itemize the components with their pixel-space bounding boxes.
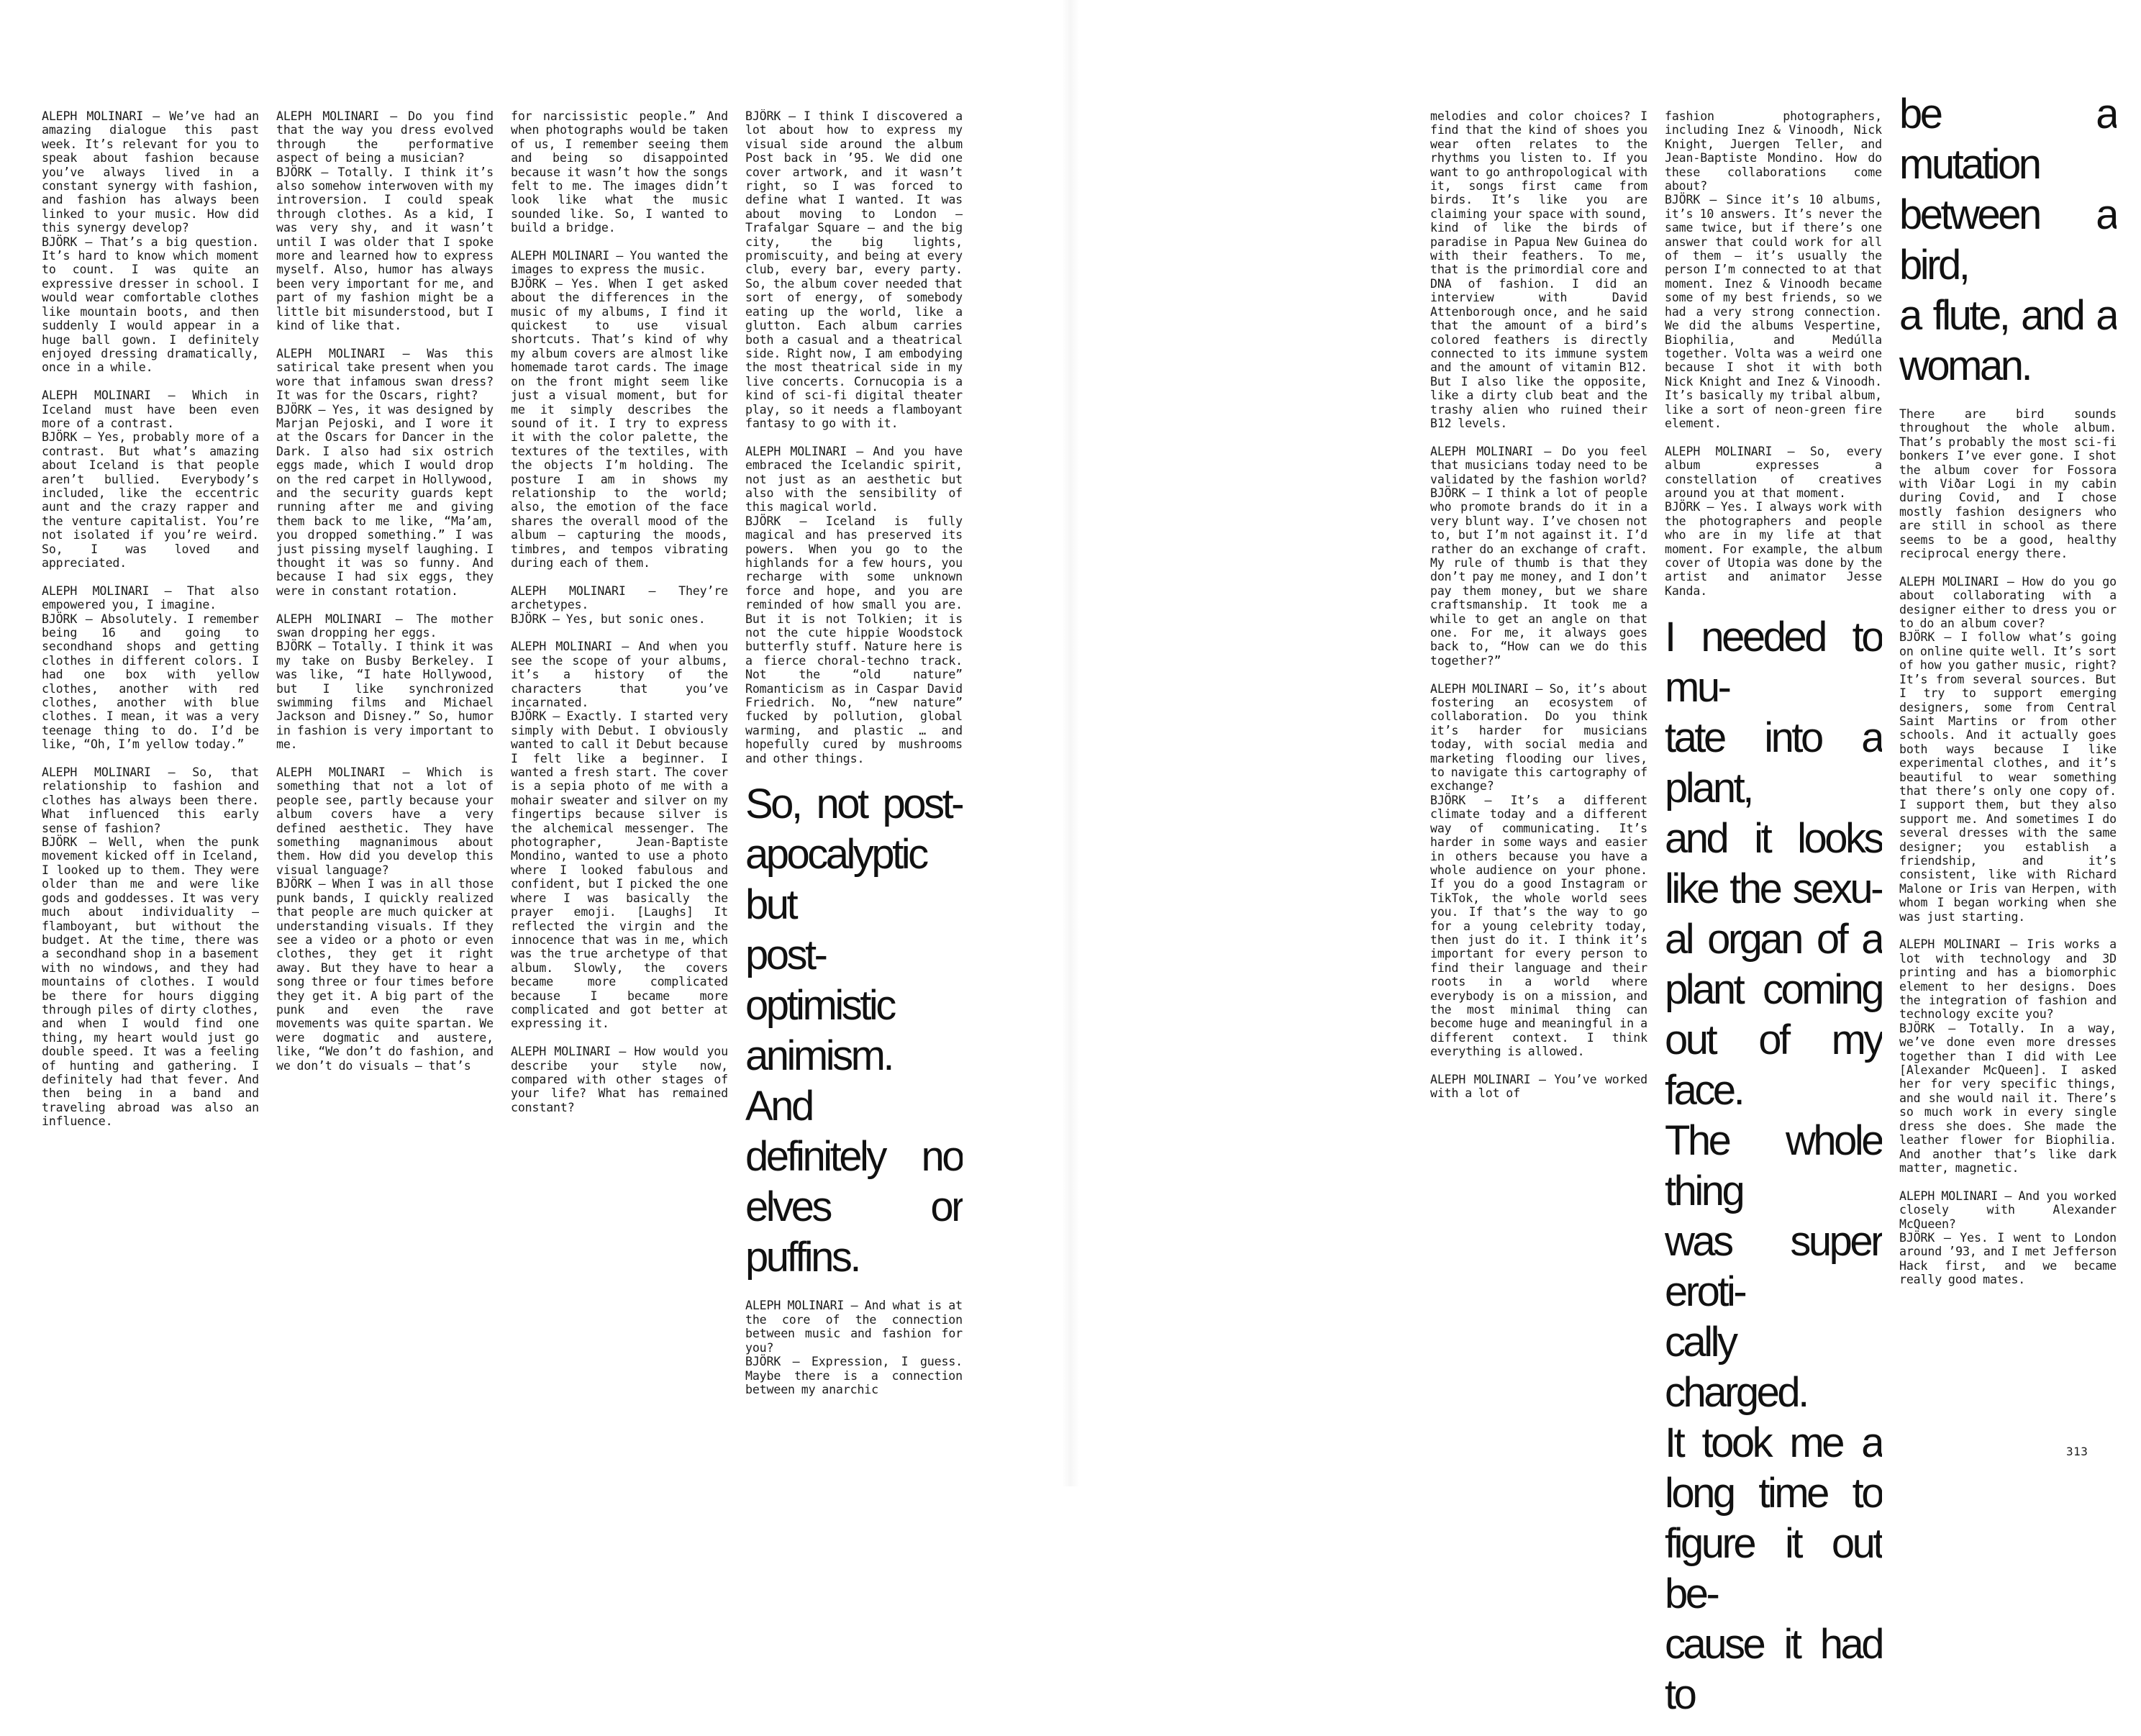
interview-paragraph: ALEPH MOLINARI — Which is something that not a lot of people see, partly because your album covers have a very defined aesthetic. They have something magnanimous about them. How did you develop this visual language? BJÖRK — When I was in all those punk bands, I quickly realized that people are much quicker at understanding visuals. If they see a video or a photo or even clothes, they get it right away. But they have to hear a song three or four times before they get it. A big part of the punk and even the rave movements was quite spartan. We were dogmatic and austere, like, “We don’t do fashion, and we don’t do visuals — that’s [276, 765, 494, 1073]
interview-paragraph: ALEPH MOLINARI — And when you see the scope of your albums, it’s a history of the characters that you’ve incarnated. BJÖRK — Exactly. I started very simply with Debut. I obviously wanted to call it Debut because I felt like a beginner. I wanted a fresh start. The cover is a sepia photo of me with a mohair sweater and silver on my fingertips because silver is the alchemical messenger. The photographer, Jean-Baptiste Mondino, wanted to use a photo where I looked fabulous and confident, but I picked the one where I was basically the prayer emoji. [Laughs] It reflected the virgin and the innocence that was in me, which was the true archetype of that album. Slowly, the covers became more complicated because I became more complicated and got better at expressing it. [511, 640, 728, 1031]
pull-quote-line: apocalyptic but [745, 831, 927, 929]
pull-quote-line: So, not post- [745, 781, 963, 828]
interview-paragraph: ALEPH MOLINARI — They’re archetypes. BJÖRK — Yes, but sonic ones. [511, 583, 728, 626]
interview-paragraph: ALEPH MOLINARI — Iris works a lot with technology and 3D printing and has a biomorphic element to her designs. Does the integration of fashion and technology excite you? BJÖRK — Totally. In a way, we’ve done even more dresses together than I did with Lee [Alexander McQueen]. I asked her for very specific things, and she would nail it. There’s so much work in every single dress she does. She made the leather flower for Biophilia. And another that’s like dark matter, magnetic. [1899, 937, 2117, 1175]
interview-paragraph: ALEPH MOLINARI — You wanted the images to express the music. BJÖRK — Yes. When I get asked about the differences in the music of my albums, I find it quickest to use visual shortcuts. That’s kind of why my album covers are almost like homemade tarot cards. The image on the front might seem like just a visual moment, but for me it simply describes the sound of it. I try to express it with the color palette, the textures of the textiles, with the objects I’m holding. The posture I am in shows my relationship to the world; also, the emotion of the face shares the overall mood of the album — capturing the moods, timbres, and tempos vibrating during each of them. [511, 249, 728, 570]
pull-quote-line: between a bird, [1899, 191, 2117, 288]
pull-quote-line: It took me a [1665, 1419, 1882, 1466]
interview-paragraph: ALEPH MOLINARI — So, it’s about fostering an ecosystem of collaboration. Do you think it’s harder for musicians today, with social media and marketing flooding our lives, to navigate this cartography of exchange? BJÖRK — It’s a different climate today and a different way of communicating. It’s harder in some ways and easier in others because you have a whole audience on your phone. If you do a good Instagram or TikTok, the whole world sees you. If that’s the way to go for a young celebrity today, then just do it. I think it’s important for every person to find their language and their roots in a world where everybody is on a mission, and the most minimal thing can become huge and meaningful in a different context. I think everything is allowed. [1430, 681, 1647, 1059]
column-1 [42, 109, 259, 1142]
interview-paragraph: melodies and color choices? I find that the kind of shoes you wear often relates to the rhythms you listen to. If you want to go anthropological with it, songs first came from birds. It’s like you are claiming your space with sound, kind of like the birds of paradise in Papua New Guinea do with their feathers. To me, that is the primordial core and DNA of fashion. I did an interview with David Attenborough once, and he said that the amount of a bird’s colored feathers is directly connected to its immune system and the amount of vitamin B12. But I also like the opposite, like a dirty club beat and the trashy alien who ruined their B12 levels. [1430, 109, 1647, 430]
pull-quote-line: long time to [1665, 1469, 1882, 1517]
interview-paragraph: ALEPH MOLINARI — And you worked closely with Alexander McQueen? BJÖRK — Yes. I went to London around ’93, and I met Jefferson Hack first, and we became really good mates. [1899, 1189, 2117, 1287]
pull-quote-line: a flute, and a [1899, 292, 2117, 339]
column-5 [1430, 109, 1647, 1114]
interview-paragraph: ALEPH MOLINARI — We’ve had an amazing dialogue this past week. It’s relevant for you to speak about fashion because you’ve always lived in a constant synergy with fashion, and fashion has always been linked to your music. How did this synergy develop? BJÖRK — That’s a big question. It’s hard to know which moment to count. I was quite an expressive dresser in school. I would wear comfortable clothes like mountain boots, and then suddenly I would appear in a huge ball gown. I definitely enjoyed dressing dramatically, once in a while. [42, 109, 259, 375]
interview-paragraph: ALEPH MOLINARI — Which in Iceland must have been even more of a contrast. BJÖRK — Yes, probably more of a contrast. But what’s amazing about Iceland is that people aren’t bullied. Everybody’s included, like the eccentric aunt and the crazy rapper and the venture capitalist. You’re not isolated if you’re weird. So, I was loved and appreciated. [42, 388, 259, 570]
spine-gutter [1062, 0, 1079, 1486]
pull-quote [1665, 612, 1882, 1720]
interview-paragraph: There are bird sounds throughout the whole album. That’s probably the most sci-fi bonkers I’ve ever gone. I shot the album cover for Fossora with Viðar Logi in my cabin during Covid, and I chose mostly fashion designers who are still in school as there seems to be a good, healthy reciprocal energy there. [1899, 407, 2117, 561]
column-4 [745, 109, 963, 1411]
interview-paragraph: ALEPH MOLINARI — Do you find that the way you dress evolved through the performative aspect of being a musician? BJÖRK — Totally. I think it’s also somehow interwoven with my introversion. I could speak through clothes. As a kid, I was very shy, and it wasn’t until I was older that I spoke more and learned how to express myself. Also, humor has always been very important for me, and part of my fashion might be a little bit misunderstood, but I kind of like that. [276, 109, 494, 333]
pull-quote-line: definitely no [745, 1133, 963, 1181]
interview-paragraph: ALEPH MOLINARI — So, every album expresses a constellation of creatives around you at that moment. BJÖRK — Yes. I always work with the photographers and people who are in my life at that moment. For example, the album cover of Utopia was done by the artist and animator Jesse Kanda. [1665, 444, 1882, 598]
interview-paragraph: BJÖRK — I think I discovered a lot about how to express my visual side around the album Post back in ’95. We did one cover artwork, and it wasn’t right, so I was forced to define what I wanted. It was about moving to London — Trafalgar Square — and the big city, the big lights, promiscuity, and being at every club, every bar, every party. So, the album cover needed that sort of energy, of somebody eating up the world, like a glutton. Each album carries both a casual and a theatrical side. Right now, I am embodying the most theatrical side in my live concerts. Cornucopia is a kind of sci-fi digital theater play, so it needs a flamboyant fantasy to go with it. [745, 109, 963, 430]
pull-quote-line: figure it out be- [1665, 1519, 1882, 1617]
interview-paragraph: ALEPH MOLINARI — That also empowered you, I imagine. BJÖRK — Absolutely. I remember being 16 and going to secondhand shops and getting clothes in different colors. I had one box with yellow clothes, another with red clothes, another with blue clothes. I mean, it was a very teenage thing to do. I’d be like, “Oh, I’m yellow today.” [42, 583, 259, 752]
pull-quote-line: plant coming [1665, 965, 1882, 1013]
interview-paragraph: ALEPH MOLINARI — So, that relationship to fashion and clothes has always been there. What influenced this early sense of fashion? BJÖRK — Well, when the punk movement kicked off in Iceland, I looked up to them. They were older than me and were like gods and goddesses. It was very much about individuality — flamboyant, but without the budget. At the time, there was a secondhand shop in a basement with no windows, and they had mountains of clothes. I would be there for hours digging through piles of dirty clothes, and when I would find one thing, my heart would just go double speed. It was a feeling of hunting and gathering. I definitely had that fever. And then being in a band and traveling abroad was also an influence. [42, 765, 259, 1129]
interview-paragraph: ALEPH MOLINARI — Do you feel that musicians today need to be validated by the fashion world? BJÖRK — I think a lot of people who promote brands do it in a very blunt way. I’ve chosen not to, but I’m not against it. I’d rather do an exchange of craft. My rule of thumb is that they don’t pay me money, and I don’t pay them money, but we share craftsmanship. It took me a while to get an angle on that one. For me, it always goes back to, “How can we do this together?” [1430, 444, 1647, 668]
pull-quote-line: out of my face. [1665, 1016, 1882, 1114]
interview-paragraph: ALEPH MOLINARI — And you have embraced the Icelandic spirit, not just as an aesthetic but also with the sensibility of this magical world. BJÖRK — Iceland is fully magical and has preserved its powers. When you go to the highlands for a few hours, you recharge with some unknown force and hope, and you are reminded of how small you are. But it is not Tolkien; it is not the cute hippie Woodstock butterfly stuff. Nature here is a fierce choral-techno track. Not the “old nature” Romanticism as in Caspar David Friedrich. No, “new nature” fucked by pollution, global warming, and plastic … and hopefully cured by mushrooms and other things. [745, 444, 963, 765]
pull-quote-line: and it looks [1665, 814, 1882, 862]
pull-quote-line: al organ of a [1665, 915, 1882, 963]
interview-paragraph: ALEPH MOLINARI — The mother swan dropping her eggs. BJÖRK — Totally. I think it was my take on Busby Berkeley. I was like, “I hate Hollywood, but I like synchronized swimming films and Michael Jackson and Disney.” So, humor in fashion is very important to me. [276, 612, 494, 752]
interview-paragraph: fashion photographers, including Inez & Vinoodh, Nick Knight, Juergen Teller, and Jean-Baptiste Mondino. How do these collaborations come about? BJÖRK — Since it’s 10 albums, it’s 10 answers. It’s never the same twice, but if there’s one answer that could work for all of them — it’s usually the person I’m connected to at that moment. Inez & Vinoodh became some of my best friends, so we had a very strong connection. We did the albums Vespertine, Biophilia, and Medúlla together. Volta was a weird one because I shot it with both Nick Knight and Inez & Vinoodh. It’s basically my tribal album, like a sort of neon-green fire element. [1665, 109, 1882, 430]
column-2 [276, 109, 494, 1086]
page-number: 313 [2066, 1445, 2088, 1458]
interview-paragraph: ALEPH MOLINARI — How would you describe your style now, compared with other stages of your life? What has remained constant? [511, 1045, 728, 1114]
pull-quote-line: was super eroti- [1665, 1217, 1882, 1315]
pull-quote-line: post-optimistic [745, 932, 894, 1030]
pull-quote-line: woman. [1899, 342, 2031, 389]
pull-quote-line: The whole thing [1665, 1117, 1882, 1214]
interview-paragraph: ALEPH MOLINARI — You’ve worked with a lot of [1430, 1072, 1647, 1101]
interview-paragraph: for narcissistic people.” And when photographs would be taken of us, I remember seeing them and being so disappointed because it wasn’t how the songs felt to me. The images didn’t look like what the music sounded like. So, I wanted to build a bridge. [511, 109, 728, 235]
pull-quote-line: tate into a plant, [1665, 714, 1882, 812]
column-6 [1665, 109, 1882, 1736]
pull-quote-line: cause it had to [1665, 1620, 1882, 1718]
column-7 [1899, 85, 2117, 1301]
pull-quote-line: animism. And [745, 1032, 893, 1130]
pull-quote-line: elves or puffins. [745, 1183, 963, 1281]
pull-quote [1899, 89, 2117, 391]
pull-quote-line: cally charged. [1665, 1318, 1807, 1416]
interview-paragraph: ALEPH MOLINARI — How do you go about collaborating with a designer either to dress you or to do an album cover? BJÖRK — I follow what’s going on online quite well. It’s sort of how you gather music, right? It’s from several sources. But I try to support emerging designers, some from Central Saint Martins or from other schools. And it actually goes both ways because I like experimental clothes, and it’s beautiful to wear something that there’s only one copy of. I support them, but they also support me. And sometimes I do several dresses with the same designer; you establish a friendship, and it’s consistent, like with Richard Malone or Iris van Herpen, with whom I began working when she was just starting. [1899, 574, 2117, 924]
pull-quote-line: like the sexu- [1665, 865, 1882, 912]
pull-quote-line: be a mutation [1899, 91, 2117, 188]
column-3 [511, 109, 728, 1129]
pull-quote-line: I needed to mu- [1665, 613, 1882, 711]
interview-paragraph: ALEPH MOLINARI — And what is at the core of the connection between music and fashion for you? BJÖRK — Expression, I guess. Maybe there is a connection between my anarchic [745, 1299, 963, 1396]
interview-paragraph: ALEPH MOLINARI — Was this satirical take present when you wore that infamous swan dress? It was for the Oscars, right? BJÖRK — Yes, it was designed by Marjan Pejoski, and I wore it at the Oscars for Dancer in the Dark. I also had six ostrich eggs made, which I would drop on the red carpet in Hollywood, and the security guards kept running after me and giving them back to me like, “Ma’am, you dropped something.” I was just pissing myself laughing. I thought it was so funny. And because I had six eggs, they were in constant rotation. [276, 346, 494, 598]
pull-quote [745, 779, 963, 1283]
